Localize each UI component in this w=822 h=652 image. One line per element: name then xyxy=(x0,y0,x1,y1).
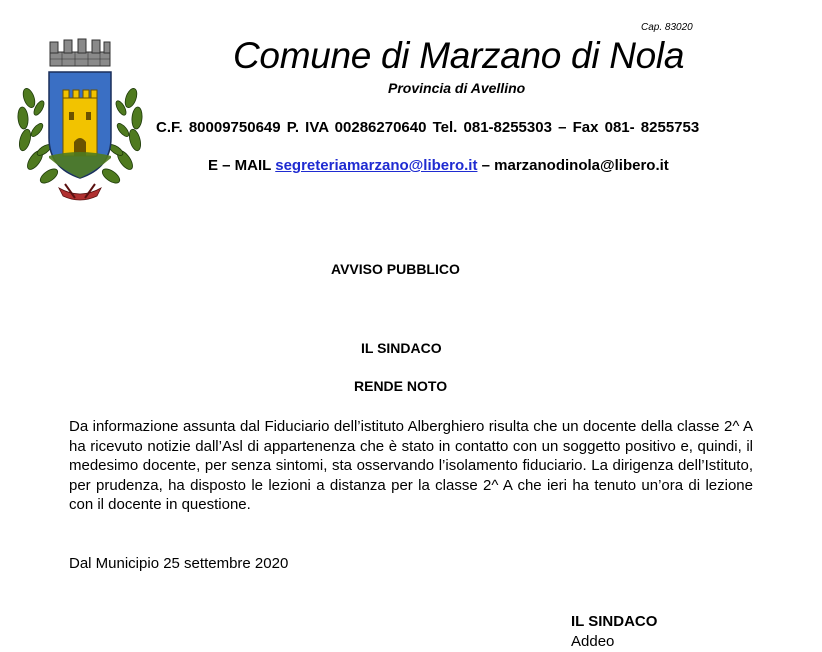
postal-code: Cap. 83020 xyxy=(641,22,693,33)
declaration-heading: RENDE NOTO xyxy=(354,378,448,394)
coat-of-arms-icon xyxy=(17,38,143,203)
municipality-title: Comune di Marzano di Nola xyxy=(233,35,685,76)
notice-heading: AVVISO PUBBLICO xyxy=(331,261,460,277)
date-line: Dal Municipio 25 settembre 2020 xyxy=(69,555,289,572)
email-link-primary[interactable]: segreteriamarzano@libero.it xyxy=(275,157,478,174)
email-separator: – xyxy=(477,157,495,174)
notice-body: Da informazione assunta dal Fiduciario dell’istituto Alberghiero risulta che un docente della classe 2^ A ha ricevuto notizie dall’Asl di appartenenza che è stato in contatto con un soggetto positivo e, quindi, il medesimo docente, per senza sintomi, sta osservando l’isolamento fiduciario. La dirigenza dell’Istituto, per prudenza, ha disposto le lezioni a distanza per la classe 2^ A che ieri ha tenuto un’ora di lezione con il docente in questione. xyxy=(69,418,753,514)
province-subtitle: Provincia di Avellino xyxy=(388,80,526,96)
signature-title: IL SINDACO xyxy=(571,613,658,630)
email-secondary: marzanodinola@libero.it xyxy=(494,157,669,174)
signature-name: Addeo xyxy=(571,633,615,650)
fiscal-contact-line: C.F. 80009750649 P. IVA 00286270640 Tel. 081-8255303 – Fax 081- 8255753 xyxy=(156,119,700,136)
email-label: E – MAIL xyxy=(208,157,276,174)
authority-heading: IL SINDACO xyxy=(361,340,442,356)
email-line xyxy=(208,157,669,174)
